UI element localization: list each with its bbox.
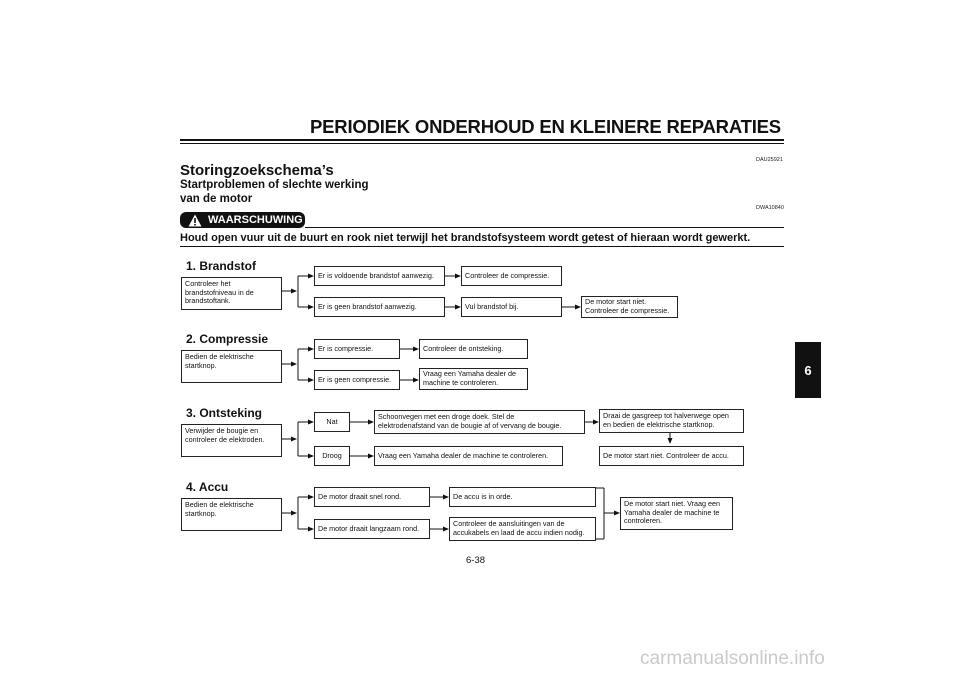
compression-start-box (181, 350, 282, 383)
compression-yes-next-text: Controleer de ontsteking. (423, 343, 504, 353)
battery-slow-box (314, 519, 430, 539)
ignition-wet-final-box (599, 409, 744, 433)
ignition-wet-result-text: De motor start niet. Controleer de accu. (603, 450, 729, 460)
fuel-yes-box (314, 266, 445, 286)
battery-slow-next-box (449, 517, 596, 541)
ignition-wet-next-box (374, 410, 585, 434)
warning-text: Houd open vuur uit de buurt en rook niet terwijl het brandstofsysteem wordt getest of hieraan wordt gewerkt. (180, 232, 751, 244)
fuel-section-title: 1. Brandstof (186, 259, 257, 273)
compression-section-title: 2. Compressie (186, 332, 269, 346)
page-number: 6-38 (466, 555, 486, 566)
battery-start-box (181, 498, 282, 531)
ignition-wet-final-text: Draai de gasgreep tot halverwege open en bedien de elektrische startknop. (603, 411, 729, 429)
fuel-no-next-box (461, 297, 562, 317)
compression-no-text: Er is geen compressie. (318, 374, 392, 384)
fuel-no-text: Er is geen brandstof aanwezig. (318, 301, 417, 311)
battery-fast-next-box (449, 487, 596, 507)
fuel-start-text: Controleer het brandstofniveau in de brandstoftank. (185, 279, 254, 306)
fuel-no-final-text: De motor start niet. Controleer de compressie. (585, 297, 670, 315)
compression-yes-text: Er is compressie. (318, 343, 374, 353)
section-code: DAU25921 (756, 157, 783, 163)
fuel-start-box (181, 277, 282, 310)
ignition-start-text: Verwijder de bougie en controleer de elektroden. (185, 426, 265, 444)
compression-no-box (314, 370, 400, 390)
battery-fast-next-text: De accu is in orde. (453, 491, 513, 501)
battery-final-box (620, 497, 733, 530)
ignition-dry-next-text: Vraag een Yamaha dealer de machine te controleren. (378, 450, 549, 460)
fuel-no-final-box (581, 296, 678, 318)
fuel-no-next-text: Vul brandstof bij. (465, 301, 519, 311)
watermark: carmanualsonline.info (640, 648, 825, 669)
ignition-start-box (181, 424, 282, 457)
battery-final-text: De motor start niet. Vraag een Yamaha dealer de machine te controleren. (624, 499, 721, 526)
compression-no-next-text: Vraag een Yamaha dealer de machine te controleren. (423, 369, 516, 387)
warning-code: DWA10840 (756, 205, 784, 211)
battery-slow-text: De motor draait langzaam rond. (318, 523, 420, 533)
ignition-dry-next-box (374, 446, 563, 466)
ignition-dry-box (314, 446, 350, 466)
section-subtitle-line2: van de motor (180, 193, 253, 205)
fuel-yes-next-text: Controleer de compressie. (465, 270, 550, 280)
fuel-yes-next-box (461, 266, 562, 286)
battery-fast-text: De motor draait snel rond. (318, 491, 402, 501)
battery-slow-next-text: Controleer de aansluitingen van de accukabels en laad de accu indien nodig. (453, 519, 585, 537)
ignition-wet-next-text: Schoonvegen met een droge doek. Stel de elektrodenafstand van de bougie af of vervang de bougie. (378, 412, 562, 430)
section-subtitle-line1: Startproblemen of slechte werking (180, 179, 369, 191)
fuel-no-box (314, 297, 445, 317)
ignition-wet-text: Nat (326, 416, 338, 426)
fuel-yes-text: Er is voldoende brandstof aanwezig. (318, 270, 434, 280)
compression-no-next-box (419, 368, 528, 390)
compression-start-text: Bedien de elektrische startknop. (185, 352, 254, 370)
battery-start-text: Bedien de elektrische startknop. (185, 500, 254, 518)
warning-badge-label: WAARSCHUWING (208, 214, 303, 226)
chapter-tab: 6 (795, 342, 821, 398)
ignition-dry-text: Droog (322, 450, 342, 460)
compression-yes-box (314, 339, 400, 359)
section-title: Storingzoekschema’s (180, 162, 334, 179)
ignition-wet-box (314, 412, 350, 432)
ignition-section-title: 3. Ontsteking (186, 406, 263, 420)
page-header-title: PERIODIEK ONDERHOUD EN KLEINERE REPARATIES (310, 116, 781, 137)
battery-fast-box (314, 487, 430, 507)
compression-yes-next-box (419, 339, 528, 359)
ignition-wet-result-box (599, 446, 744, 466)
battery-section-title: 4. Accu (186, 480, 229, 494)
